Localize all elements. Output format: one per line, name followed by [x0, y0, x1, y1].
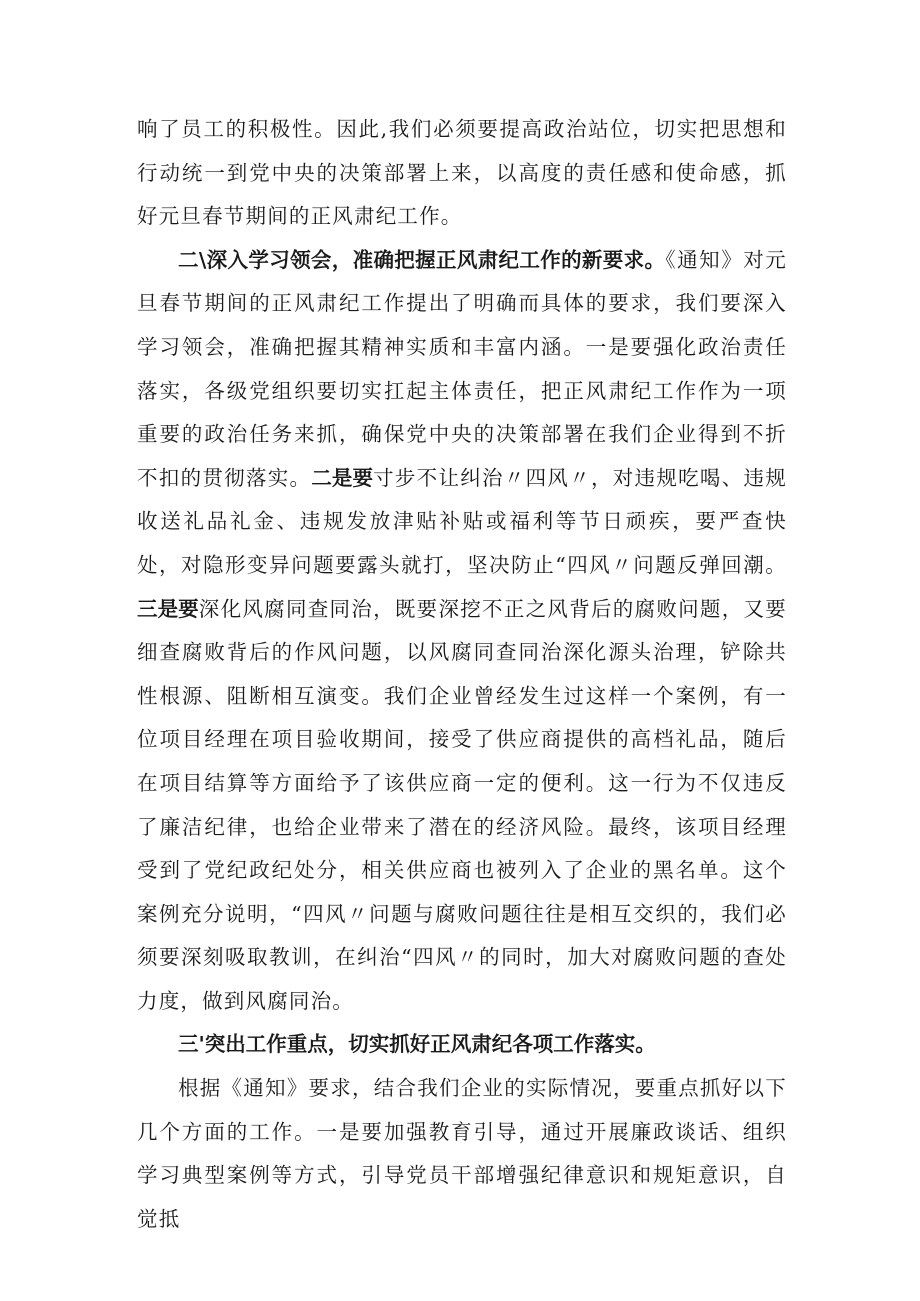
section-two-text-c: 深化风腐同查同治，既要深挖不正之风背后的腐败问题，又要细查腐败背后的作风问题，以风腐同查同治深化源头治理，铲除共性根源、阻断相互演变。我们企业曾经发生过这样一个案例，有一位项目经理在项目验收期间，接受了供应商提供的高档礼品，随后在项目结算等方面给予了该供应商一定的便利。这一行为不仅违反了廉洁纪律，也给企业带来了潜在的经济风险。最终，该项目经理受到了党纪政纪处分，相关供应商也被列入了企业的黑名单。这个案例充分说明，“四风〃问题与腐败问题往往是相互交织的，我们必须要深刻吸取教训，在纠治“四风〃的同时，加大对腐败问题的查处力度，做到风腐同治。	[137, 596, 788, 1013]
paragraph-section-three	[137, 1067, 787, 1241]
section-two-text-b: 寸步不让纠治〃四风〃，对违规吃喝、违规收送礼品礼金、违规发放津贴补贴或福利等节日顽疾，要严查快处，对隐形变异问题要露头就打，坚决防止“四风〃问题反弹回潮。	[137, 465, 787, 577]
section-two-strong-b: 二是要	[311, 465, 374, 490]
section-three-text: 根据《通知》要求，结合我们企业的实际情况，要重点抓好以下几个方面的工作。一是要加强教育引导，通过开展廉政谈话、组织学习典型案例等方式，引导党员干部增强纪律意识和规矩意识，自觉抵	[137, 1076, 787, 1231]
section-two-strong-c: 三是要	[137, 596, 199, 621]
section-two-heading: 二\深入学习领会，准确把握正风肃纪工作的新要求。	[178, 247, 666, 272]
document-body	[137, 108, 787, 1241]
paragraph-intro-text: 响了员工的积极性。因此,我们必须要提高政治站位，切实把思想和行动统一到党中央的决策部署上来，以高度的责任感和使命感，抓好元旦春节期间的正风肃纪工作。	[137, 117, 787, 229]
section-three-heading: 三'突出工作重点，切实抓好正风肃纪各项工作落实。	[178, 1032, 656, 1057]
paragraph-section-two	[137, 239, 787, 1024]
paragraph-intro	[137, 108, 787, 239]
section-two-text-a: 《通知》对元旦春节期间的正风肃纪工作提出了明确而具体的要求，我们要深入学习领会，准确把握其精神实质和丰富内涵。一是要强化政治责任落实，各级党组织要切实扛起主体责任，把正风肃纪工作作为一项重要的政治任务来抓，确保党中央的决策部署在我们企业得到不折不扣的贯彻落实。	[137, 247, 787, 490]
